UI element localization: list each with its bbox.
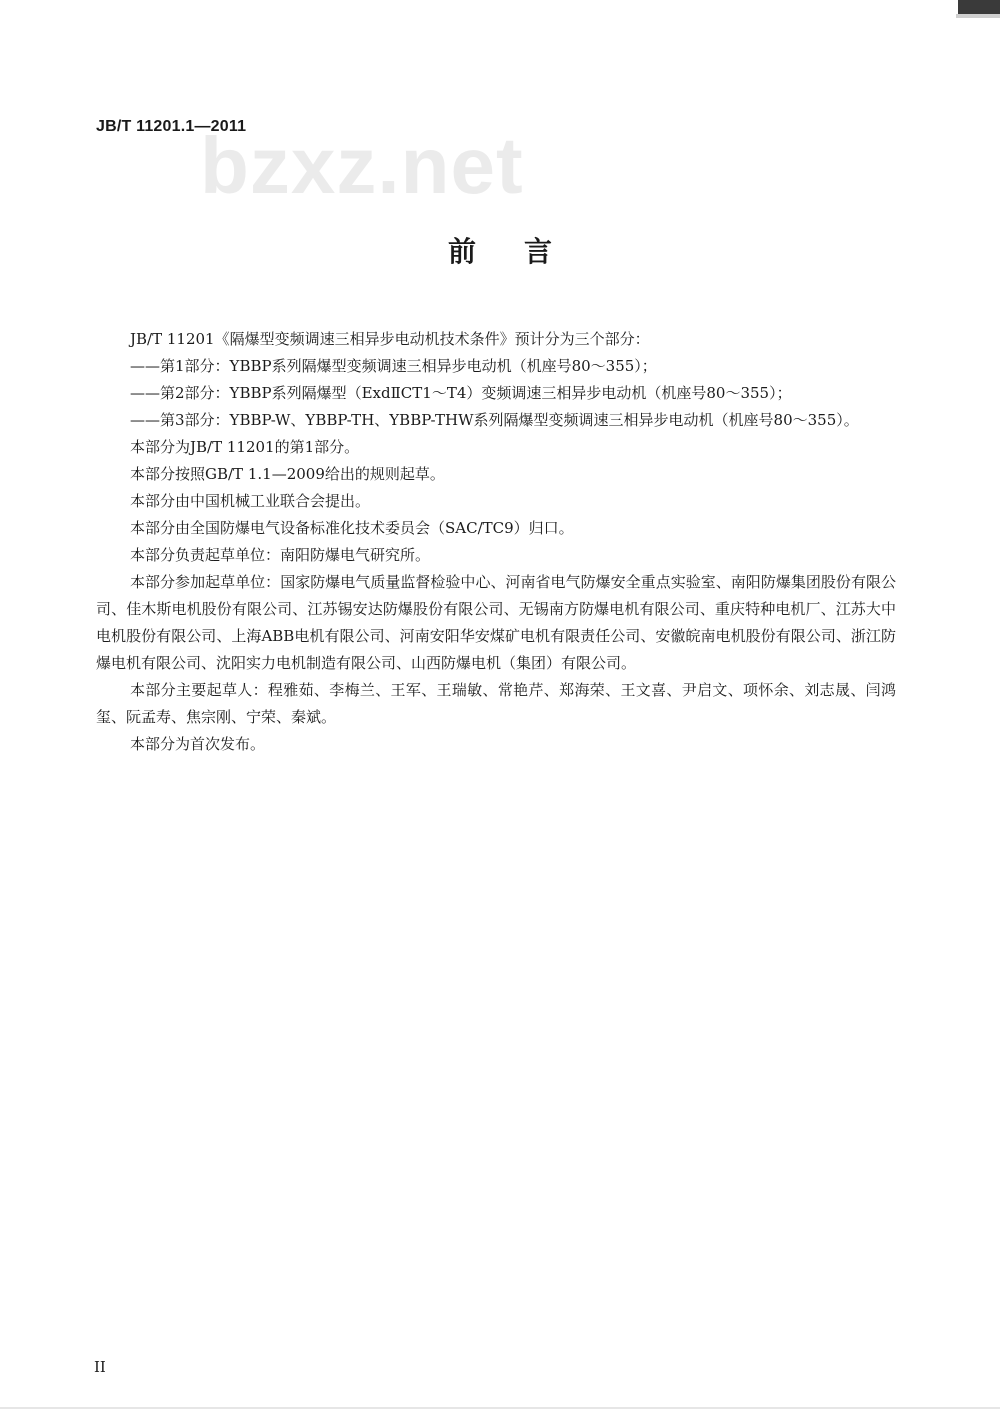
corner-mark-shadow xyxy=(956,14,1000,18)
paragraph-responsible-unit: 本部分负责起草单位：南阳防爆电气研究所。 xyxy=(130,546,431,564)
paragraph-main-drafters: 本部分主要起草人：程雅茹、李梅兰、王军、王瑞敏、常艳芹、郑海荣、王文喜、尹启文、项怀余、刘志晟、闫鸿玺、阮孟寿、焦宗刚、宁荣、秦斌。 xyxy=(96,681,896,726)
paragraph-part-of: 本部分为JB/T 11201的第1部分。 xyxy=(130,438,360,456)
intro-paragraph: JB/T 11201《隔爆型变频调速三相异步电动机技术条件》预计分为三个部分： xyxy=(130,330,650,348)
paragraph-centralized-by: 本部分由全国防爆电气设备标准化技术委员会（SAC/TC9）归口。 xyxy=(130,519,574,537)
paragraph-proposed-by: 本部分由中国机械工业联合会提出。 xyxy=(130,492,371,510)
document-body xyxy=(96,326,896,758)
paragraph-first-release: 本部分为首次发布。 xyxy=(130,735,266,753)
standard-number: JB/T 11201.1—2011 xyxy=(96,118,247,135)
page-title: 前言 xyxy=(447,235,600,268)
part-item-2: ——第2部分：YBBP系列隔爆型（ExdⅡCT1～T4）变频调速三相异步电动机（机座号80～355）； xyxy=(130,384,792,402)
watermark: bzxz.net xyxy=(200,121,524,210)
paragraph-participating-units: 本部分参加起草单位：国家防爆电气质量监督检验中心、河南省电气防爆安全重点实验室、南阳防爆集团股份有限公司、佳木斯电机股份有限公司、江苏锡安达防爆股份有限公司、无锡南方防爆电机有限公司、重庆特种电机厂、江苏大中电机股份有限公司、上海ABB电机有限公司、河南安阳华安煤矿电机有限责任公司、安徽皖南电机股份有限公司、浙江防爆电机有限公司、沈阳实力电机制造有限公司、山西防爆电机（集团）有限公司。 xyxy=(96,573,896,672)
paragraph-drafting-rules: 本部分按照GB/T 1.1—2009给出的规则起草。 xyxy=(130,465,445,483)
part-item-1: ——第1部分：YBBP系列隔爆型变频调速三相异步电动机（机座号80～355）； xyxy=(130,357,657,375)
page-number: II xyxy=(94,1358,106,1376)
part-item-3: ——第3部分：YBBP-W、YBBP-TH、YBBP-THW系列隔爆型变频调速三相异步电动机（机座号80～355）。 xyxy=(130,411,859,429)
